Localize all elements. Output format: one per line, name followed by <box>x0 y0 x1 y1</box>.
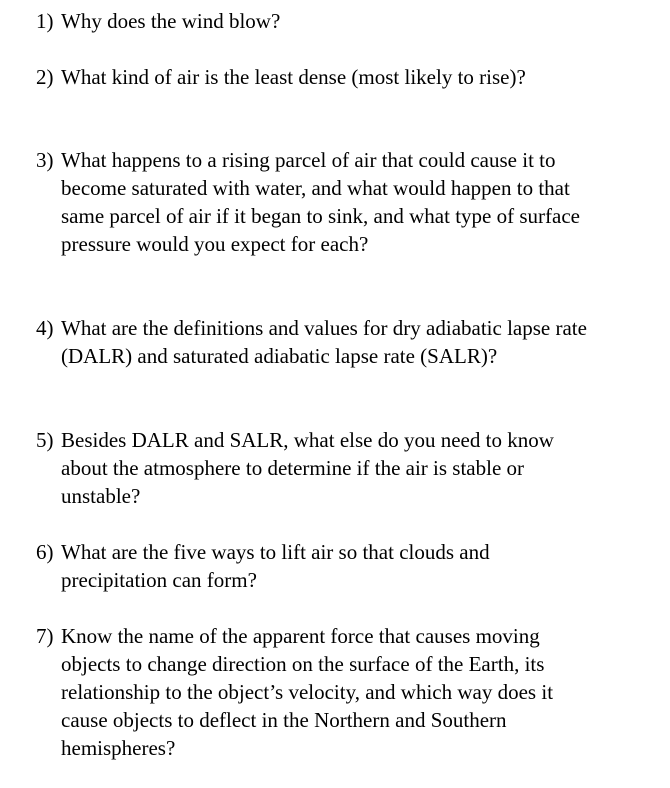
question-text: What are the definitions and values for dry adiabatic lapse rate (DALR) and saturated adiabatic lapse rate (SALR)? <box>61 316 587 368</box>
question-text: Besides DALR and SALR, what else do you need to know about the atmosphere to determine if the air is stable or unstable? <box>61 428 554 508</box>
question-6 <box>36 538 596 594</box>
question-number: 1) <box>36 9 54 33</box>
question-4 <box>36 314 596 370</box>
question-text: What happens to a rising parcel of air that could cause it to become saturated with water, and what would happen to that same parcel of air if it began to sink, and what type of surface pressure would you expect for each? <box>61 148 580 256</box>
question-3 <box>36 146 596 258</box>
question-2 <box>36 63 596 91</box>
question-5 <box>36 426 596 510</box>
question-1 <box>36 7 596 35</box>
question-text: What are the five ways to lift air so that clouds and precipitation can form? <box>61 540 490 592</box>
question-7 <box>36 622 596 762</box>
question-number: 4) <box>36 316 54 340</box>
question-text: What kind of air is the least dense (most likely to rise)? <box>61 65 526 89</box>
question-number: 3) <box>36 148 54 172</box>
question-number: 7) <box>36 624 54 648</box>
question-number: 2) <box>36 65 54 89</box>
question-text: Why does the wind blow? <box>61 9 281 33</box>
question-text: Know the name of the apparent force that causes moving objects to change direction on the surface of the Earth, its relationship to the object’s velocity, and which way does it cause objects to deflect in the Northern and Southern hemispheres? <box>61 624 554 760</box>
question-number: 6) <box>36 540 54 564</box>
question-number: 5) <box>36 428 54 452</box>
